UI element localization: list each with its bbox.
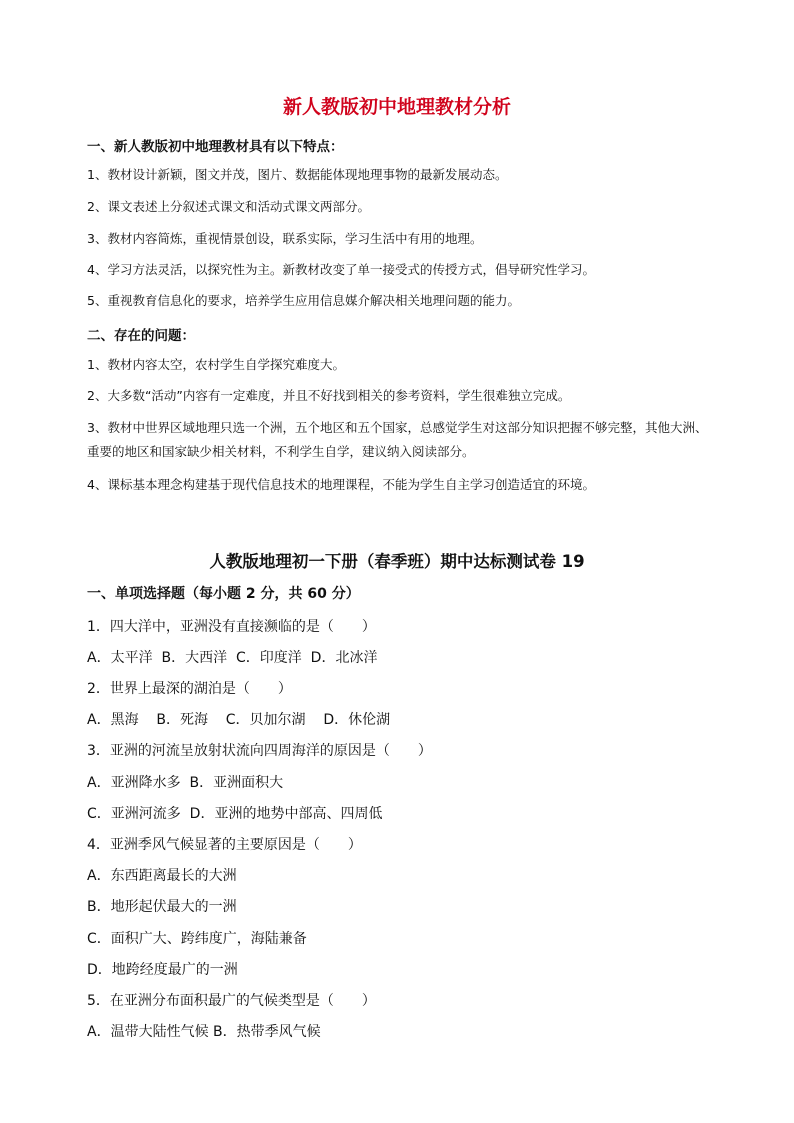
problem-item: 4、课标基本理念构建基于现代信息技术的地理课程，不能为学生自主学习创造适宜的环境。 (87, 477, 595, 492)
question-line: B．地形起伏最大的一洲 (87, 899, 237, 915)
feature-item: 3、教材内容简炼，重视情景创设，联系实际，学习生活中有用的地理。 (87, 231, 483, 246)
question-line: A．太平洋 B．大西洋 C．印度洋 D．北冰洋 (87, 650, 378, 666)
exam-title: 人教版地理初一下册（春季班）期中达标测试卷 19 (209, 552, 585, 571)
question-line: 1．四大洋中，亚洲没有直接濒临的是（ ） (87, 619, 376, 635)
question-line: C．亚洲河流多 D．亚洲的地势中部高、四周低 (87, 806, 383, 822)
question-line: 2．世界上最深的湖泊是（ ） (87, 681, 292, 697)
question-line: A．黑海 B．死海 C．贝加尔湖 D．休伦湖 (87, 712, 391, 728)
problems-heading: 二、存在的问题： (87, 328, 195, 344)
question-line: D．地跨经度最广的一洲 (87, 962, 238, 978)
feature-item: 5、重视教育信息化的要求，培养学生应用信息媒介解决相关地理问题的能力。 (87, 293, 520, 308)
feature-item: 2、课文表述上分叙述式课文和活动式课文两部分。 (87, 199, 370, 214)
question-line: A．温带大陆性气候 B．热带季风气候 (87, 1024, 321, 1040)
question-line: 3．亚洲的河流呈放射状流向四周海洋的原因是（ ） (87, 743, 432, 759)
question-line: 4．亚洲季风气候显著的主要原因是（ ） (87, 837, 362, 853)
section-heading: 一、单项选择题（每小题 2 分，共 60 分） (87, 586, 360, 602)
feature-item: 4、学习方法灵活，以探究性为主。新教材改变了单一接受式的传授方式，倡导研究性学习。 (87, 262, 595, 277)
question-line: C．面积广大、跨纬度广，海陆兼备 (87, 931, 307, 947)
features-heading: 一、新人教版初中地理教材具有以下特点： (87, 139, 344, 155)
question-line: A．东西距离最长的大洲 (87, 868, 237, 884)
problem-item: 2、大多数“活动”内容有一定难度，并且不好找到相关的参考资料，学生很难独立完成。 (87, 388, 571, 403)
question-line: 5．在亚洲分布面积最广的气候类型是（ ） (87, 993, 376, 1009)
question-line: A．亚洲降水多 B．亚洲面积大 (87, 775, 284, 791)
document-title: 新人教版初中地理教材分析 (282, 96, 511, 118)
feature-item: 1、教材设计新颖，图文并茂，图片、数据能体现地理事物的最新发展动态。 (87, 167, 508, 182)
problem-item: 3、教材中世界区域地理只选一个洲，五个地区和五个国家，总感觉学生对这部分知识把握不够完整，其他大洲、重要的地区和国家缺少相关材料，不利学生自学，建议纳入阅读部分。 (87, 420, 708, 459)
problem-item: 1、教材内容太空，农村学生自学探究难度大。 (87, 357, 345, 372)
